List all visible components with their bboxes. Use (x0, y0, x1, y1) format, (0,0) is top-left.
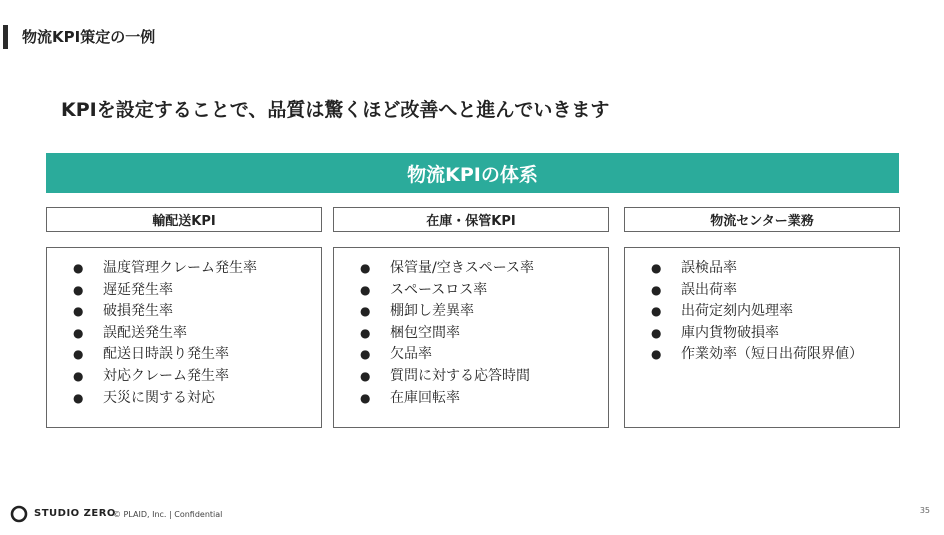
list-item: ● 保管量/空きスペース率 (334, 258, 608, 280)
bullet-icon: ● (360, 325, 371, 340)
column-header-inventory: 在庫・保管KPI (333, 207, 609, 232)
list-item: ● 天災に関する対応 (47, 388, 321, 410)
delivery-kpi-list (46, 247, 322, 428)
center-kpi-list (624, 247, 900, 428)
list-item: ● 梱包空間率 (334, 323, 608, 345)
list-item: ● 誤検品率 (625, 258, 899, 280)
bullet-icon: ● (360, 368, 371, 383)
column-header-center: 物流センター業務 (624, 207, 900, 232)
bullet-icon: ● (651, 282, 662, 297)
list-item: ● 庫内貨物破損率 (625, 323, 899, 345)
list-item: ● 作業効率（短日出荷限界値） (625, 344, 899, 366)
list-item: ● 欠品率 (334, 344, 608, 366)
bullet-icon: ● (73, 368, 84, 383)
studio-zero-logo-icon (10, 505, 28, 523)
list-item: ● 配送日時誤り発生率 (47, 344, 321, 366)
bullet-icon: ● (73, 282, 84, 297)
bullet-icon: ● (73, 261, 84, 275)
bullet-icon: ● (651, 347, 662, 362)
bullet-icon: ● (360, 347, 371, 362)
list-item: ● 破損発生率 (47, 301, 321, 323)
list-item: ● 質問に対する応答時間 (334, 366, 608, 388)
column-header-delivery: 輸配送KPI (46, 207, 322, 232)
list-item: ● 誤出荷率 (625, 280, 899, 302)
bullet-icon: ● (73, 390, 84, 405)
bullet-icon: ● (360, 261, 371, 275)
kpi-system-banner: 物流KPIの体系 (46, 153, 899, 193)
bullet-icon: ● (651, 304, 662, 319)
bullet-icon: ● (651, 261, 662, 275)
bullet-icon: ● (651, 325, 662, 340)
list-item: ● スペースロス率 (334, 280, 608, 302)
list-item: ● 温度管理クレーム発生率 (47, 258, 321, 280)
bullet-icon: ● (360, 282, 371, 297)
list-item: ● 在庫回転率 (334, 388, 608, 410)
slide-title: 物流KPI策定の一例 (22, 28, 156, 46)
list-item: ● 誤配送発生率 (47, 323, 321, 345)
inventory-kpi-list (333, 247, 609, 428)
footer-brand: STUDIO ZERO (34, 508, 116, 519)
bullet-icon: ● (360, 390, 371, 405)
footer-copyright: © PLAID, Inc. | Confidential (113, 510, 223, 519)
bullet-icon: ● (73, 347, 84, 362)
page-number: 35 (919, 506, 930, 515)
headline: KPIを設定することで、品質は驚くほど改善へと進んでいきます (61, 99, 610, 121)
list-item: ● 出荷定刻内処理率 (625, 301, 899, 323)
bullet-icon: ● (73, 304, 84, 319)
title-accent-bar (3, 25, 8, 49)
list-item: ● 遅延発生率 (47, 280, 321, 302)
bullet-icon: ● (73, 325, 84, 340)
list-item: ● 対応クレーム発生率 (47, 366, 321, 388)
bullet-icon: ● (360, 304, 371, 319)
list-item: ● 棚卸し差異率 (334, 301, 608, 323)
